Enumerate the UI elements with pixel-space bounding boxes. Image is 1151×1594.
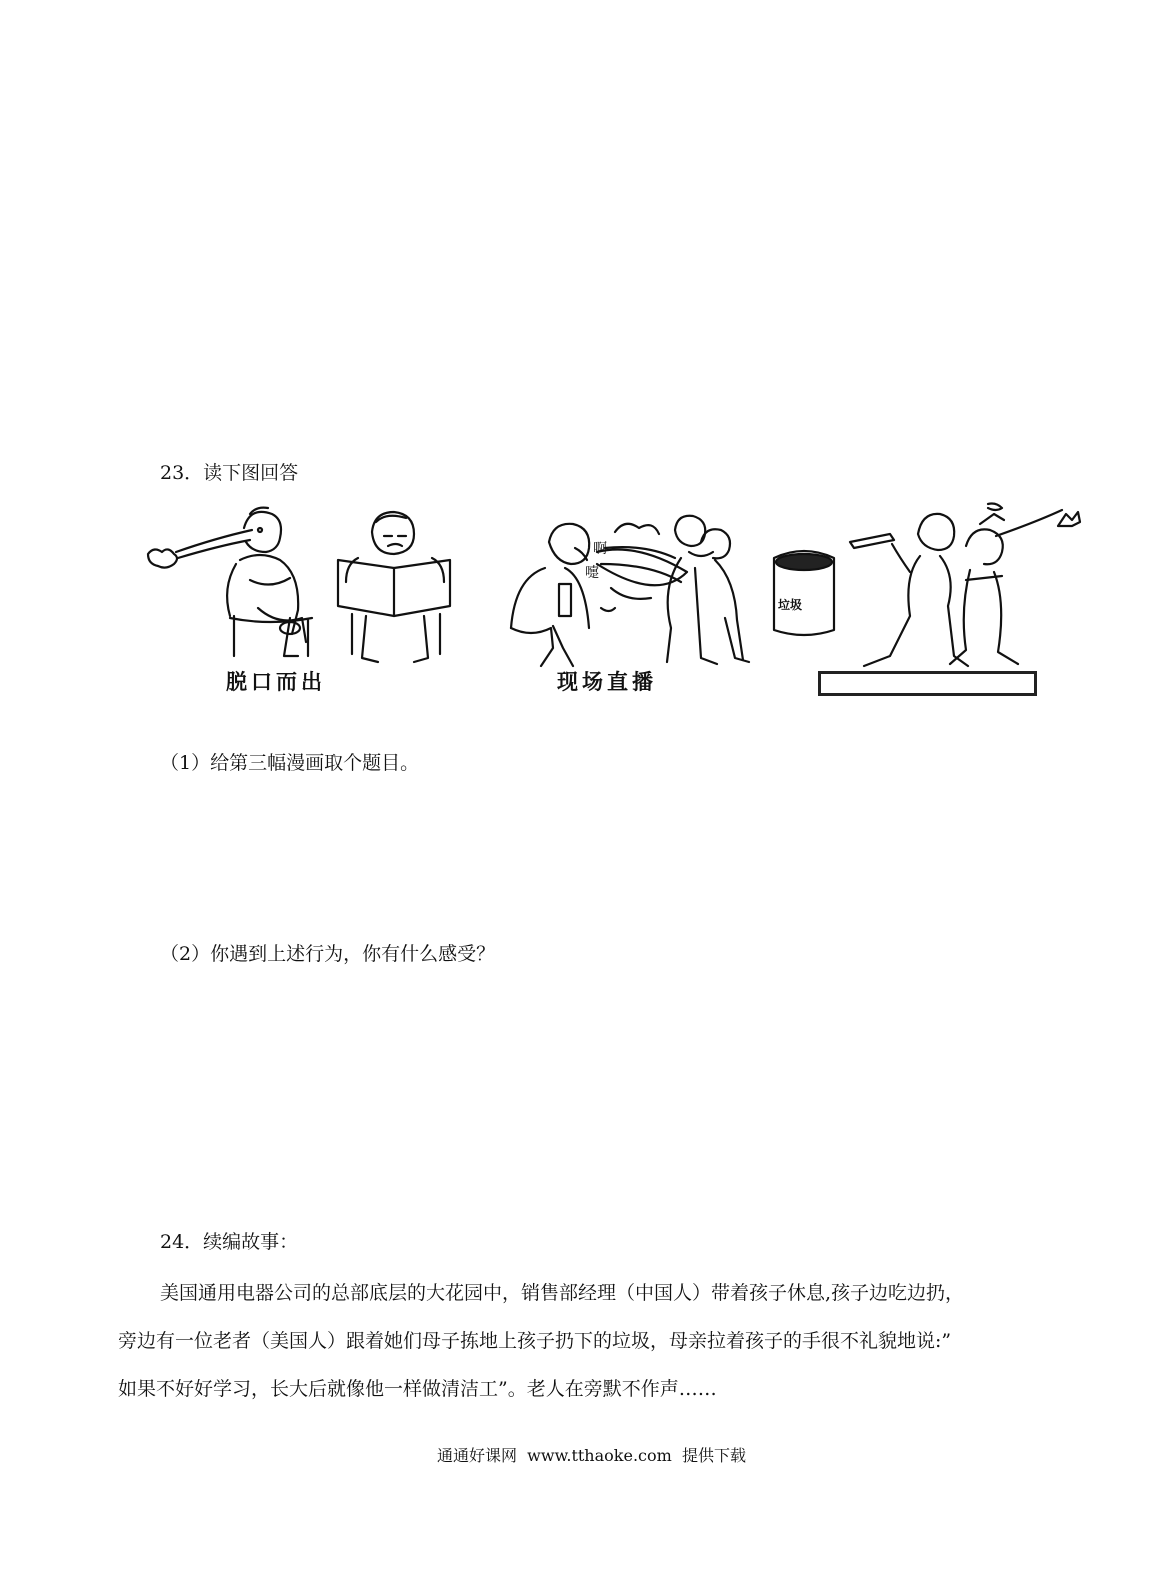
- cartoon-3: [770, 500, 1080, 700]
- cartoon-2-speech-2: 嚏: [585, 565, 599, 581]
- story-line-2: 旁边有一位老者（美国人）跟着她们母子拣地上孩子扔下的垃圾，母亲拉着孩子的手很不礼貌地说:”: [118, 1330, 952, 1352]
- trash-bin-label: 垃圾: [778, 598, 803, 612]
- cartoon-2: [505, 508, 765, 698]
- page-footer: 通通好课网 www.tthaoke.com 提供下载: [437, 1446, 746, 1465]
- cartoon-1: [140, 500, 470, 700]
- question-23-heading: 23．读下图回答: [160, 462, 299, 484]
- cartoon-1-caption: 脱口而出: [226, 670, 326, 694]
- story-line-1: 美国通用电器公司的总部底层的大花园中，销售部经理（中国人）带着孩子休息,孩子边吃边扔，: [160, 1282, 965, 1304]
- cartoon-2-caption: 现场直播: [557, 670, 657, 694]
- question-23-sub-2: （2）你遇到上述行为，你有什么感受？: [160, 943, 496, 965]
- question-24-heading: 24．续编故事：: [160, 1231, 299, 1253]
- cartoon-3-title-box[interactable]: [818, 671, 1037, 696]
- story-line-3: 如果不好好学习，长大后就像他一样做清洁工”。老人在旁默不作声……: [118, 1378, 717, 1400]
- cartoon-3-drawing: [770, 500, 1080, 700]
- cartoon-2-speech-1: 啊: [593, 541, 607, 557]
- question-23-sub-1: （1）给第三幅漫画取个题目。: [160, 752, 420, 774]
